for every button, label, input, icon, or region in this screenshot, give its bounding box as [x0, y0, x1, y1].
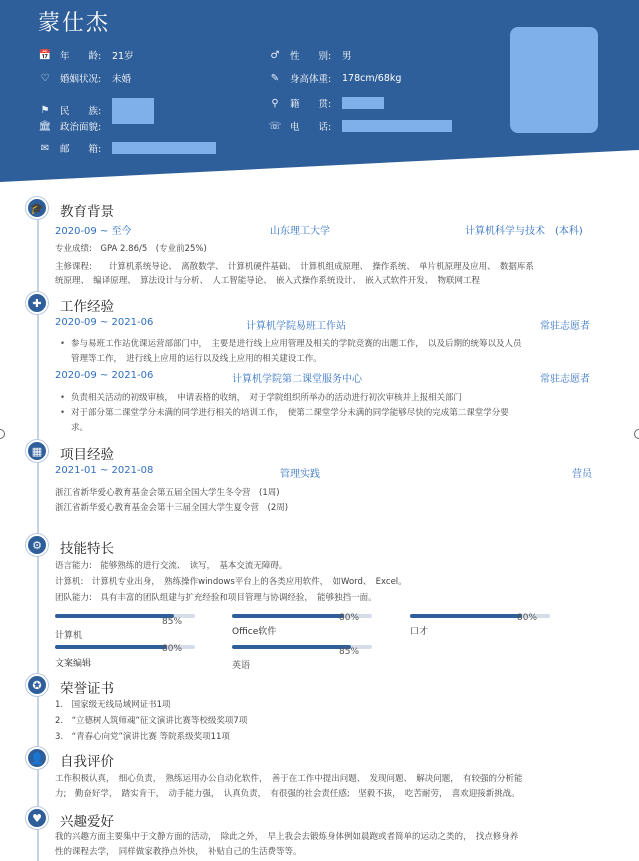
- pen-icon: ✎: [270, 72, 280, 84]
- hobby-text: 我的兴趣方面主要集中于文静方面的活动， 除此之外， 早上我会去锻炼身体例如晨跑或者简单的运动之类的， 找点修身养: [55, 832, 519, 842]
- job1-desc: • 参与易班工作站优课运营部部门中， 主要是进行线上应用管理及相关的学院竞赛的出题工作， 以及后期的统筹以及人员: [60, 337, 522, 349]
- redacted-block: [112, 142, 216, 154]
- skill-bar-fill: [232, 614, 344, 618]
- honor-item: 1. 国家级无线局域网证书1项: [55, 700, 171, 710]
- info-height-weight: [268, 71, 401, 85]
- work-title: 工作经验: [60, 299, 114, 315]
- job2-desc: • 负责相关活动的初级审核， 申请表格的收纳， 对于学院组织所举办的活动进行初次审核并上报相关部门: [60, 391, 462, 403]
- skill-bar-label: 计算机: [55, 631, 83, 641]
- honor-item: 2. “立德树人筑师魂”征文演讲比赛等校级奖项7项: [55, 716, 248, 726]
- info-label: 婚姻状况:: [60, 74, 102, 85]
- skill-bar-percent: 80%: [339, 613, 360, 623]
- info-label: 民 族:: [60, 106, 102, 117]
- education-school: 山东理工大学: [270, 226, 330, 237]
- skill-bar-fill: [410, 614, 522, 618]
- people-icon: ⚑: [40, 104, 50, 116]
- info-value: 未婚: [112, 74, 132, 85]
- right-edge-handle: [634, 429, 639, 439]
- job1-role: 常驻志愿者: [540, 321, 590, 332]
- project-date: 2021-01 ~ 2021-08: [55, 465, 154, 476]
- male-icon: ♂: [270, 49, 280, 61]
- info-label: 身高体重:: [290, 74, 332, 85]
- self-eval-title: 自我评价: [60, 754, 114, 770]
- honor-item: 3. “青春心向党”演讲比赛 等院系级奖项11项: [55, 732, 230, 742]
- skill-language: 语言能力: 能够熟练的进行交流、 读写， 基本交流无障碍。: [55, 561, 288, 571]
- honors-title: 荣誉证书: [60, 681, 114, 697]
- education-title: 教育背景: [60, 204, 114, 220]
- heart-icon: ♡: [40, 72, 50, 84]
- job2-org: 计算机学院第二课堂服务中心: [232, 374, 362, 385]
- info-age: [38, 48, 134, 62]
- info-label: 籍 贯:: [290, 99, 332, 110]
- calendar-icon: 📅: [38, 49, 52, 61]
- info-email: [38, 141, 216, 155]
- skill-bar-fill: [55, 614, 174, 618]
- job2-date: 2020-09 ~ 2021-06: [55, 370, 154, 381]
- building-icon: 🏛: [38, 120, 52, 132]
- education-courses: 统原理、 编译原理、 算法设计与分析、 人工智能导论、 嵌入式操作系统设计、 嵌入式软件开发、 物联网工程: [55, 276, 481, 286]
- skill-bar-label: 英语: [232, 661, 251, 671]
- job2-role: 常驻志愿者: [540, 374, 590, 385]
- skill-bar-fill: [232, 645, 351, 649]
- redacted-block: [342, 120, 452, 132]
- info-label: 邮 箱:: [60, 144, 102, 155]
- skill-bar-percent: 80%: [517, 613, 538, 623]
- skill-bar-label: 口才: [410, 627, 429, 637]
- redacted-block: [342, 97, 384, 109]
- project-role: 营员: [572, 469, 592, 480]
- skill-bar-label: Office软件: [232, 627, 277, 637]
- project-title: 项目经验: [60, 447, 114, 463]
- left-edge-handle: [0, 429, 5, 439]
- info-political: [38, 119, 112, 133]
- skill-computer: 计算机: 计算机专业出身， 熟练操作windows平台上的各类应用软件， 如Word、 Excel。: [55, 577, 407, 587]
- location-icon: ⚲: [271, 97, 279, 109]
- job1-desc: 管理等工作， 进行线上应用的运行以及线上应用的相关建设工作。: [71, 354, 322, 364]
- project-icon: ▦: [26, 440, 48, 462]
- job1-date: 2020-09 ~ 2021-06: [55, 317, 154, 328]
- job2-desc: • 对于部分第二课堂学分未满的同学进行相关的培训工作， 使第二课堂学分未满的同学能够尽快的完成第二课堂学分要: [60, 406, 509, 418]
- project-item: 浙江省新华爱心教育基金会第十三届全国大学生夏令营 (2周): [55, 503, 289, 513]
- profile-photo: [510, 27, 598, 133]
- info-label: 电 话:: [290, 122, 332, 133]
- skill-bar-percent: 85%: [162, 617, 183, 627]
- info-phone: [268, 119, 452, 133]
- person-icon: 👤: [26, 747, 48, 769]
- award-icon: ✪: [26, 674, 48, 696]
- candidate-name: 蒙仕杰: [38, 11, 111, 36]
- hobby-text: 性的课程去学， 同样做家教挣点外快， 补贴自己的生活费等等。: [55, 847, 302, 857]
- hobby-title: 兴趣爱好: [60, 814, 114, 830]
- education-gpa: 专业成绩: GPA 2.86/5 (专业前25%): [55, 244, 207, 254]
- skill-bar-fill: [55, 645, 167, 649]
- info-value: 178cm/68kg: [342, 72, 402, 84]
- info-label: 政治面貌:: [60, 122, 102, 133]
- education-date: 2020-09 ~ 至今: [55, 226, 132, 237]
- info-label: 性 别:: [290, 51, 332, 62]
- info-value: 21岁: [112, 51, 134, 62]
- skill-team: 团队能力: 具有丰富的团队组建与扩充经验和项目管理与协调经验， 能够独挡一面。: [55, 593, 377, 603]
- self-eval-text: 工作积极认真， 细心负责， 熟练运用办公自动化软件， 善于在工作中提出问题、 发现问题、 解决问题， 有较强的分析能: [55, 774, 523, 784]
- skill-bar-percent: 85%: [339, 647, 360, 657]
- briefcase-icon: ✚: [26, 292, 48, 314]
- graduation-cap-icon: 🎓: [26, 197, 48, 219]
- project-name: 管理实践: [280, 469, 320, 480]
- gear-icon: ⚙: [26, 534, 48, 556]
- job2-desc: 求。: [71, 423, 89, 433]
- skill-bar-label: 文案编辑: [55, 659, 92, 669]
- education-courses: 主修课程: 计算机系统导论、 离散数学、 计算机硬件基础、 计算机组成原理、 操作系统、 单片机原理及应用、 数据库系: [55, 262, 534, 272]
- info-hometown: [268, 96, 384, 110]
- education-major: 计算机科学与技术 (本科): [465, 226, 583, 237]
- info-gender: [268, 48, 352, 62]
- mail-icon: ✉: [40, 142, 50, 154]
- info-value: 男: [342, 51, 352, 62]
- heart-icon: ♥: [26, 807, 48, 829]
- skill-bar-percent: 80%: [162, 644, 183, 654]
- project-item: 浙江省新华爱心教育基金会第五届全国大学生冬令营 (1周): [55, 488, 280, 498]
- skills-title: 技能特长: [60, 541, 114, 557]
- info-label: 年 龄:: [60, 51, 102, 62]
- job1-org: 计算机学院易班工作站: [246, 321, 346, 332]
- phone-icon: ☏: [268, 120, 282, 132]
- redacted-block: [112, 98, 154, 124]
- self-eval-text: 力; 勤奋好学， 踏实肯干， 动手能力强， 认真负责， 有很强的社会责任感; 坚毅不拔， 吃苦耐劳， 喜欢迎接新挑战。: [55, 789, 520, 799]
- info-marital: [38, 71, 131, 85]
